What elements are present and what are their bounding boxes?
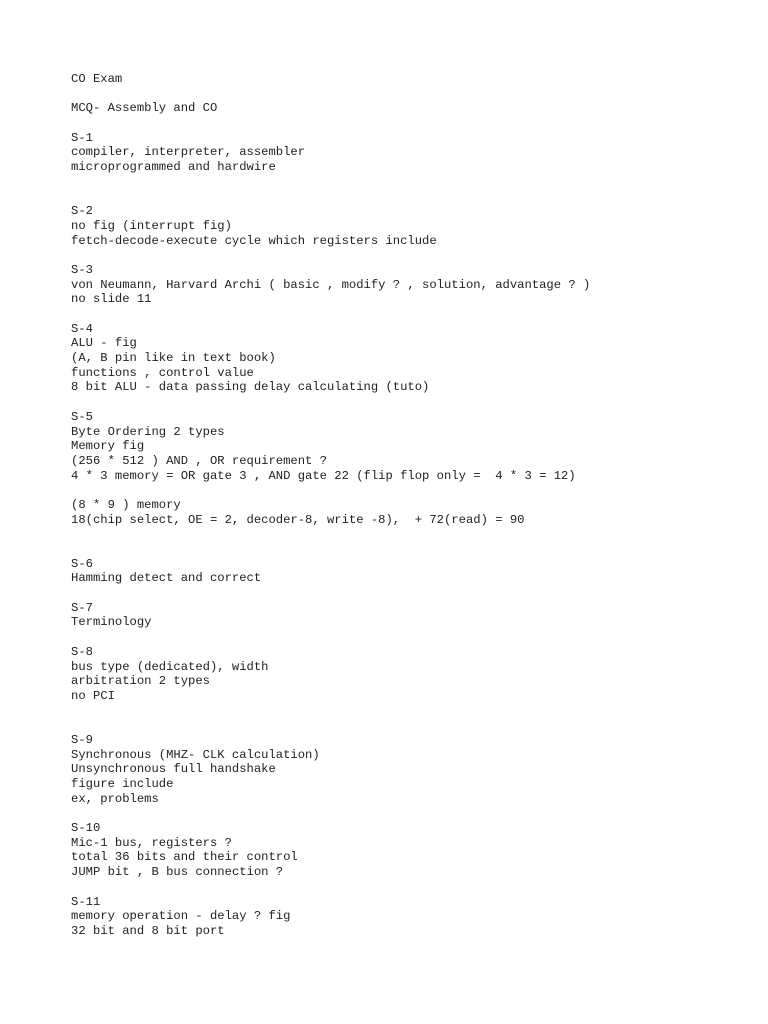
text-line: S-4 (71, 321, 93, 336)
document-page (71, 72, 751, 939)
text-line: S-8 (71, 644, 93, 659)
text-line: total 36 bits and their control (71, 850, 298, 865)
text-line: no fig (interrupt fig) (71, 218, 232, 233)
text-line: compiler, interpreter, assembler (71, 145, 306, 160)
text-line: microprogrammed and hardwire (71, 160, 276, 175)
text-line: S-1 (71, 130, 93, 145)
blank-line (71, 542, 751, 557)
blank-line (71, 190, 751, 205)
text-line: Memory fig (71, 439, 145, 454)
blank-line (71, 527, 751, 542)
blank-line (71, 248, 751, 263)
text-line: Terminology (71, 615, 152, 630)
text-line: Byte Ordering 2 types (71, 424, 225, 439)
text-line: 4 * 3 memory = OR gate 3 , AND gate 22 (flip flop only = 4 * 3 = 12) (71, 468, 576, 483)
text-line: Unsynchronous full handshake (71, 762, 276, 777)
text-line: arbitration 2 types (71, 674, 210, 689)
text-line: 32 bit and 8 bit port (71, 923, 225, 938)
blank-line (71, 175, 751, 190)
text-line: MCQ- Assembly and CO (71, 101, 218, 116)
text-line: bus type (dedicated), width (71, 659, 269, 674)
blank-line (71, 586, 751, 601)
text-line: 18(chip select, OE = 2, decoder-8, write -8), + 72(read) = 90 (71, 512, 525, 527)
text-line: S-7 (71, 600, 93, 615)
text-line: S-2 (71, 204, 93, 219)
text-line: no slide 11 (71, 292, 152, 307)
text-line: fetch-decode-execute cycle which registers include (71, 233, 437, 248)
text-line: S-9 (71, 732, 93, 747)
blank-line (71, 483, 751, 498)
blank-line (71, 630, 751, 645)
text-line: S-6 (71, 556, 93, 571)
text-line: S-11 (71, 894, 101, 909)
blank-line (71, 880, 751, 895)
text-line: 8 bit ALU - data passing delay calculating (tuto) (71, 380, 430, 395)
blank-line (71, 307, 751, 322)
text-line: (8 * 9 ) memory (71, 497, 181, 512)
text-line: ALU - fig (71, 336, 137, 351)
text-line: figure include (71, 777, 174, 791)
text-line: Mic-1 bus, registers ? (71, 835, 232, 850)
blank-line (71, 116, 751, 131)
text-line: Synchronous (MHZ- CLK calculation) (71, 747, 320, 762)
blank-line (71, 87, 751, 102)
blank-line (71, 806, 751, 821)
blank-line (71, 395, 751, 410)
text-line: Hamming detect and correct (71, 571, 262, 586)
text-line: (256 * 512 ) AND , OR requirement ? (71, 453, 327, 468)
text-line: von Neumann, Harvard Archi ( basic , modify ? , solution, advantage ? ) (71, 277, 591, 292)
blank-line (71, 704, 751, 719)
text-line: S-10 (71, 821, 101, 836)
blank-line (71, 718, 751, 733)
text-line: memory operation - delay ? fig (71, 909, 291, 924)
text-line: functions , control value (71, 365, 254, 380)
text-line: S-5 (71, 409, 93, 424)
text-line: ex, problems (71, 791, 159, 806)
text-line: no PCI (71, 688, 115, 703)
text-line: JUMP bit , B bus connection ? (71, 865, 284, 880)
text-line: S-3 (71, 262, 93, 277)
text-line: CO Exam (71, 72, 123, 86)
text-line: (A, B pin like in text book) (71, 351, 276, 366)
